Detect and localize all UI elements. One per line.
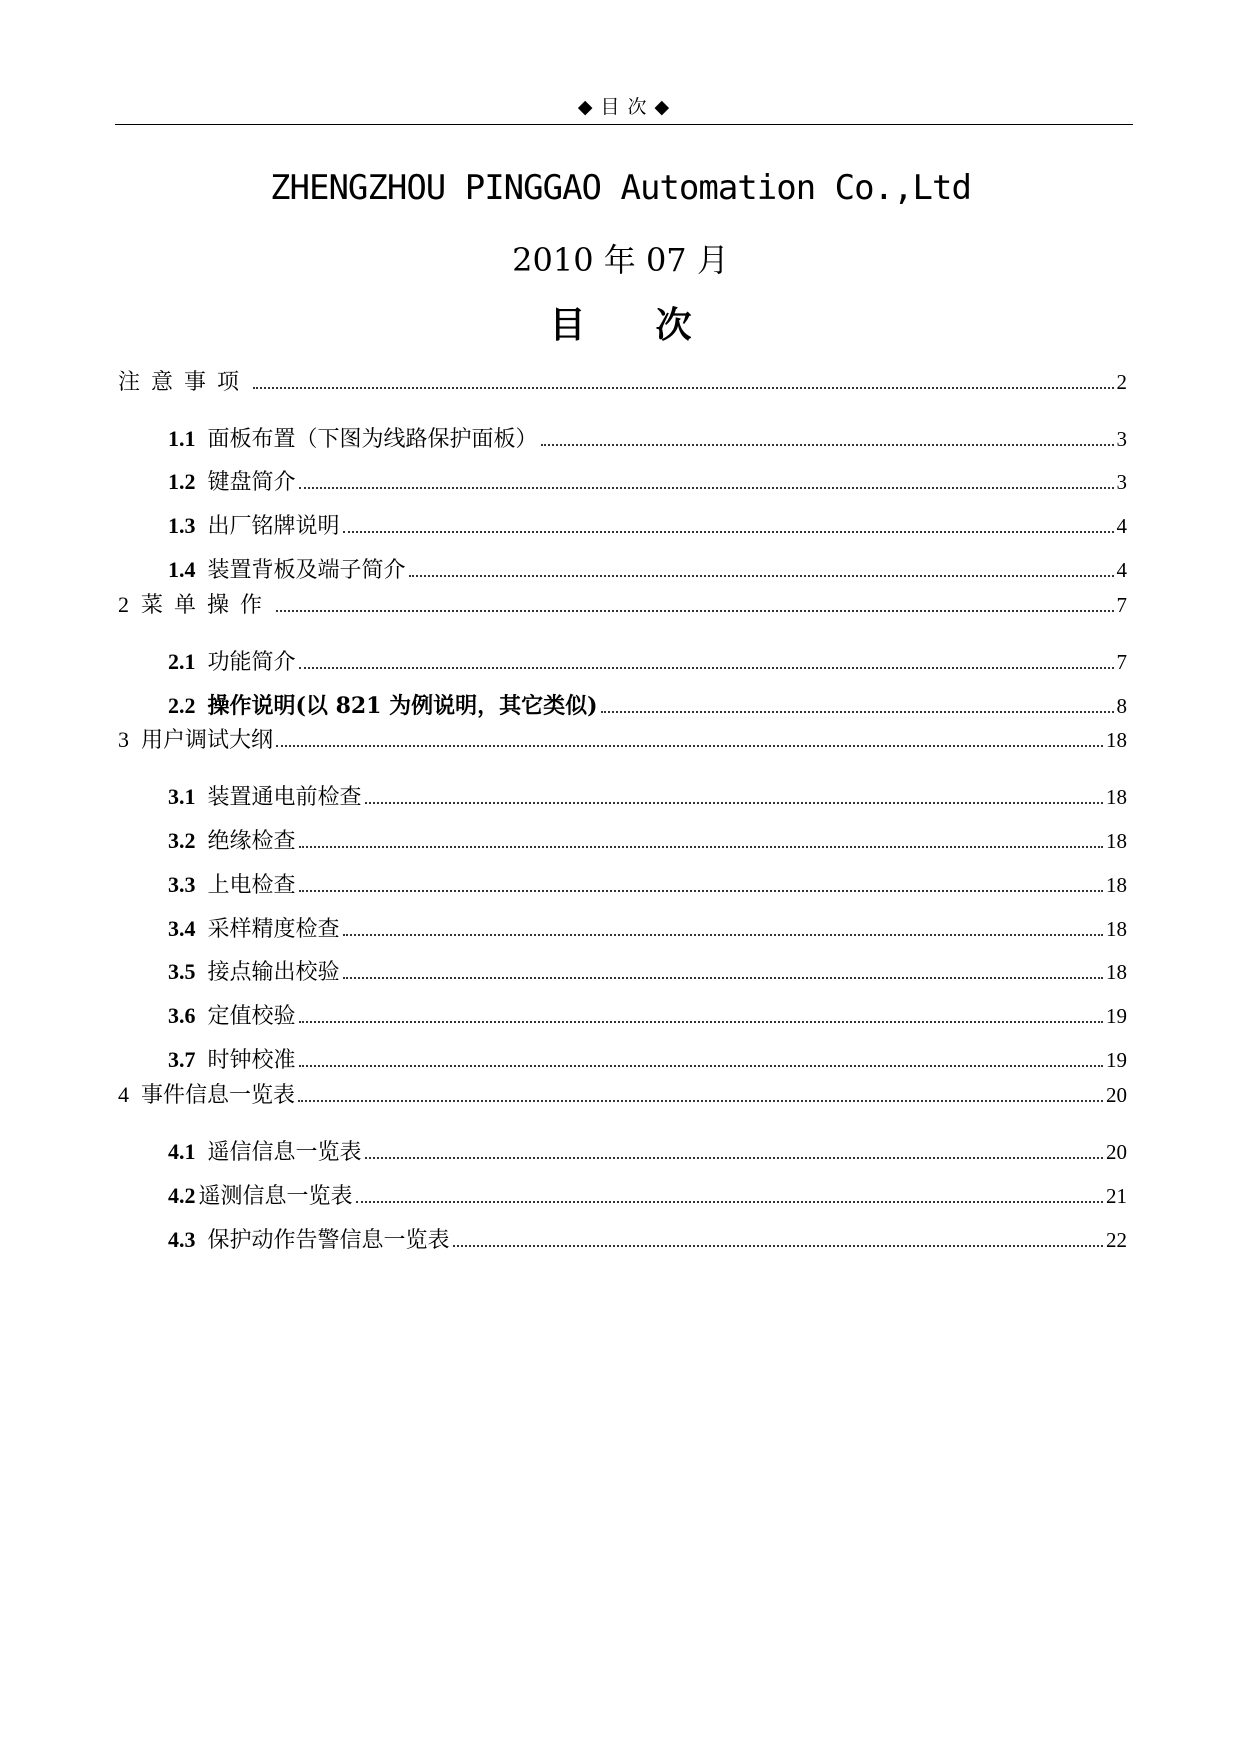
toc-entry-3-3[interactable] — [168, 869, 1127, 901]
toc-entry-3-2[interactable] — [168, 825, 1127, 857]
toc-leader — [298, 1100, 1103, 1102]
toc-leader — [299, 890, 1103, 892]
toc-entry-number: 4.1 — [168, 1139, 196, 1164]
toc-entry-label: 采样精度检查 — [207, 917, 340, 942]
toc-entry-label: 保护动作告警信息一览表 — [207, 1228, 450, 1253]
toc-page-number: 3 — [1116, 470, 1127, 494]
toc-page-number: 8 — [1116, 694, 1127, 718]
toc-entry-label: 菜单操作 — [141, 593, 274, 618]
toc-entry-1-2[interactable] — [168, 466, 1127, 498]
toc-entry-label: 装置通电前检查 — [207, 785, 362, 810]
toc-page-number: 19 — [1106, 1004, 1127, 1028]
toc-leader — [365, 1157, 1103, 1159]
toc-entry-number: 3.1 — [168, 784, 196, 809]
running-header-text: ◆ 目 次 ◆ — [577, 96, 671, 118]
toc-entry-label: 用户调试大纲 — [141, 728, 274, 753]
toc-entry-1-4[interactable] — [168, 554, 1127, 586]
toc-entry-number: 4.2 — [168, 1183, 196, 1208]
toc-entry-3-5[interactable] — [168, 956, 1127, 988]
toc-entry-1-3[interactable] — [168, 510, 1127, 542]
toc-leader — [356, 1201, 1103, 1203]
toc-entry-label: 遥信信息一览表 — [207, 1140, 362, 1165]
toc-entry-label: 时钟校准 — [207, 1048, 296, 1073]
toc-entry-number: 3 — [118, 727, 129, 752]
toc-entry-label: 操作说明(以 821 为例说明，其它类似) — [207, 693, 598, 719]
toc-page-number: 21 — [1106, 1184, 1127, 1208]
toc-entry-number: 3.5 — [168, 959, 196, 984]
toc-entry-number: 3.7 — [168, 1047, 196, 1072]
toc-entry-number: 4 — [118, 1082, 129, 1107]
toc-entry-3-7[interactable] — [168, 1044, 1127, 1076]
toc-page-number: 18 — [1106, 785, 1127, 809]
toc-page-number: 18 — [1106, 917, 1127, 941]
toc-entry-label: 键盘简介 — [207, 470, 296, 495]
toc-entry-number: 2.2 — [168, 693, 196, 718]
toc-page-number: 20 — [1106, 1083, 1127, 1107]
toc-leader — [253, 387, 1113, 389]
toc-leader — [343, 934, 1103, 936]
toc-page-number: 7 — [1116, 593, 1127, 617]
toc-page-number: 4 — [1116, 514, 1127, 538]
toc-entry-label: 绝缘检查 — [207, 829, 296, 854]
toc-entry-label: 出厂铭牌说明 — [207, 514, 340, 539]
toc-entry-notes[interactable] — [118, 366, 1127, 398]
toc-leader — [299, 487, 1114, 489]
toc-entry-number: 3.4 — [168, 916, 196, 941]
toc-leader — [453, 1245, 1103, 1247]
toc-entry-3-1[interactable] — [168, 781, 1127, 813]
toc-title-char-2: 次 — [655, 304, 692, 346]
toc-leader — [541, 444, 1114, 446]
toc-entry-2[interactable] — [118, 589, 1127, 621]
toc-entry-4-1[interactable] — [168, 1136, 1127, 1168]
toc-entry-number: 1.4 — [168, 557, 196, 582]
toc-entry-3-6[interactable] — [168, 1000, 1127, 1032]
toc-leader — [409, 575, 1114, 577]
toc-entry-number: 4.3 — [168, 1227, 196, 1252]
toc-entry-number: 2.1 — [168, 649, 196, 674]
toc-entry-label: 装置背板及端子简介 — [207, 558, 406, 583]
toc-title-char-1: 目 — [549, 304, 586, 346]
toc-leader — [299, 667, 1114, 669]
toc-entry-1-1[interactable] — [168, 423, 1127, 455]
toc-title — [0, 302, 1241, 348]
toc-entry-2-1[interactable] — [168, 646, 1127, 678]
toc-entry-label: 面板布置（下图为线路保护面板） — [207, 427, 538, 452]
toc-leader — [299, 1065, 1103, 1067]
toc-page-number: 18 — [1106, 829, 1127, 853]
toc-entry-number: 1.1 — [168, 426, 196, 451]
toc-page-number: 18 — [1106, 873, 1127, 897]
toc-entry-label: 注意事项 — [118, 370, 251, 395]
toc-leader — [601, 711, 1114, 713]
toc-leader — [343, 531, 1114, 533]
document-date: 2010 年 07 月 — [512, 241, 729, 279]
toc-entry-number: 1.2 — [168, 469, 196, 494]
toc-entry-2-2[interactable] — [168, 690, 1127, 722]
toc-entry-3[interactable] — [118, 724, 1127, 756]
toc-entry-number: 3.2 — [168, 828, 196, 853]
toc-entry-label: 遥测信息一览表 — [198, 1184, 353, 1209]
toc-leader — [343, 977, 1103, 979]
toc-entry-number: 3.3 — [168, 872, 196, 897]
toc-entry-label: 定值校验 — [207, 1004, 296, 1029]
toc-entry-number: 2 — [118, 592, 129, 617]
toc-entry-4-3[interactable] — [168, 1224, 1127, 1256]
toc-leader — [276, 745, 1103, 747]
toc-leader — [299, 846, 1103, 848]
toc-entry-label: 上电检查 — [207, 873, 296, 898]
toc-entry-label: 功能简介 — [207, 650, 296, 675]
toc-entry-3-4[interactable] — [168, 913, 1127, 945]
toc-page-number: 20 — [1106, 1140, 1127, 1164]
toc-page-number: 3 — [1116, 427, 1127, 451]
toc-entry-label: 事件信息一览表 — [141, 1083, 296, 1108]
toc-page-number: 22 — [1106, 1228, 1127, 1252]
toc-page-number: 4 — [1116, 558, 1127, 582]
toc-leader — [299, 1021, 1103, 1023]
toc-leader — [276, 610, 1113, 612]
toc-page-number: 2 — [1116, 370, 1127, 394]
toc-entry-label: 接点输出校验 — [207, 960, 340, 985]
company-name: ZHENGZHOU PINGGAO Automation Co.,Ltd — [270, 168, 971, 208]
running-header — [115, 92, 1133, 125]
toc-leader — [365, 802, 1103, 804]
toc-entry-4-2[interactable] — [168, 1180, 1127, 1212]
toc-page-number: 18 — [1106, 960, 1127, 984]
toc-entry-4[interactable] — [118, 1079, 1127, 1111]
toc-entry-number: 1.3 — [168, 513, 196, 538]
toc-page-number: 19 — [1106, 1048, 1127, 1072]
toc-page-number: 7 — [1116, 650, 1127, 674]
toc-entry-number: 3.6 — [168, 1003, 196, 1028]
toc-page-number: 18 — [1106, 728, 1127, 752]
